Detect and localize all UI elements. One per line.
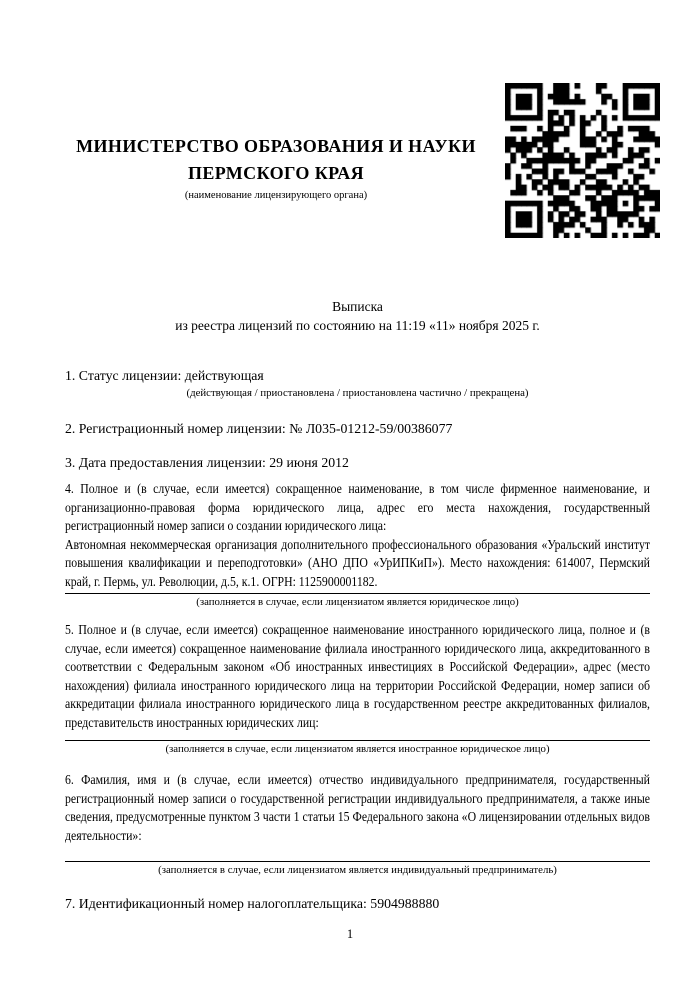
item-7-taxpayer-id bbox=[65, 895, 650, 913]
item-7-text: 7. Идентификационный номер налогоплательщика: 5904988880 bbox=[65, 896, 440, 911]
item-5-caption: (заполняется в случае, если лицензиатом является иностранное юридическое лицо) bbox=[165, 742, 550, 755]
qr-code-icon bbox=[505, 83, 660, 238]
blank-field-line bbox=[65, 861, 650, 862]
item-5-label: 5. Полное и (в случае, если имеется) сокращенное наименование иностранного юридического лица, полное и (в случае, если имеется) сокращенное наименование филиала иностранного юридического лица, аккредитованного в соответствии с Федеральным законом «Об иностранных инвестициях в Российской Федерации», адрес (место нахождения) филиала иностранного юридического лица на территории Российской Федерации, номер записи об аккредитации филиала иностранного юридического лица в государственном реестре аккредитованных филиалов, представительств иностранных юридических лиц: bbox=[65, 622, 651, 730]
page-number: 1 bbox=[346, 927, 354, 941]
ministry-name-line1: МИНИСТЕРСТВО ОБРАЗОВАНИЯ И НАУКИ bbox=[76, 136, 476, 156]
item-2-registration-number bbox=[65, 420, 650, 438]
item-1-caption: (действующая / приостановлена / приостановлена частично / прекращена) bbox=[186, 387, 529, 399]
item-3-text: 3. Дата предоставления лицензии: 29 июня 2012 bbox=[65, 455, 349, 470]
item-4-value: Автономная некоммерческая организация дополнительного профессионального образования «Уральский институт повышения квалификации и переподготовки» (АНО ДПО «УрИПКиП»). Место нахождения: 614007, Пермский край, г. Пермь, ул. Революции, д.5, к.1. ОГРН: 1125900001182. bbox=[65, 536, 651, 589]
item-1-text: 1. Статус лицензии: действующая bbox=[65, 368, 264, 383]
item-6-individual-entrepreneur-info bbox=[65, 771, 650, 877]
document-title bbox=[65, 297, 650, 335]
item-3-license-grant-date bbox=[65, 454, 650, 472]
item-6-caption: (заполняется в случае, если лицензиатом является индивидуальный предприниматель) bbox=[158, 864, 557, 877]
document-title-line1: Выписка bbox=[332, 299, 383, 314]
document-title-line2: из реестра лицензий по состоянию на 11:19 «11» ноября 2025 г. bbox=[175, 318, 540, 333]
item-5-foreign-entity-info bbox=[65, 621, 650, 756]
item-4-label: 4. Полное и (в случае, если имеется) сокращенное наименование, в том числе фирменное наименование, и организационно-правовая форма юридического лица, адрес его места нахождения, государственный регистрационный номер записи о создании юридического лица: bbox=[65, 481, 651, 534]
item-6-label: 6. Фамилия, имя и (в случае, если имеется) отчество индивидуального предпринимателя, государственный регистрационный номер записи о государственной регистрации индивидуального предпринимателя, а также иные сведения, предусмотренные пунктом 3 части 1 статьи 15 Федерального закона «О лицензировании отдельных видов деятельности»: bbox=[65, 772, 651, 843]
item-4-caption: (заполняется в случае, если лицензиатом является юридическое лицо) bbox=[196, 595, 519, 608]
ministry-name-line2: ПЕРМСКОГО КРАЯ bbox=[187, 163, 365, 183]
licensing-authority-header bbox=[65, 133, 487, 203]
item-1-license-status bbox=[65, 367, 650, 400]
ministry-caption: (наименование лицензирующего органа) bbox=[184, 190, 368, 201]
item-2-text: 2. Регистрационный номер лицензии: № Л035-01212-59/00386077 bbox=[65, 421, 453, 436]
blank-field-line bbox=[65, 593, 650, 594]
blank-field-line bbox=[65, 740, 650, 741]
item-4-legal-entity-info bbox=[65, 480, 650, 609]
